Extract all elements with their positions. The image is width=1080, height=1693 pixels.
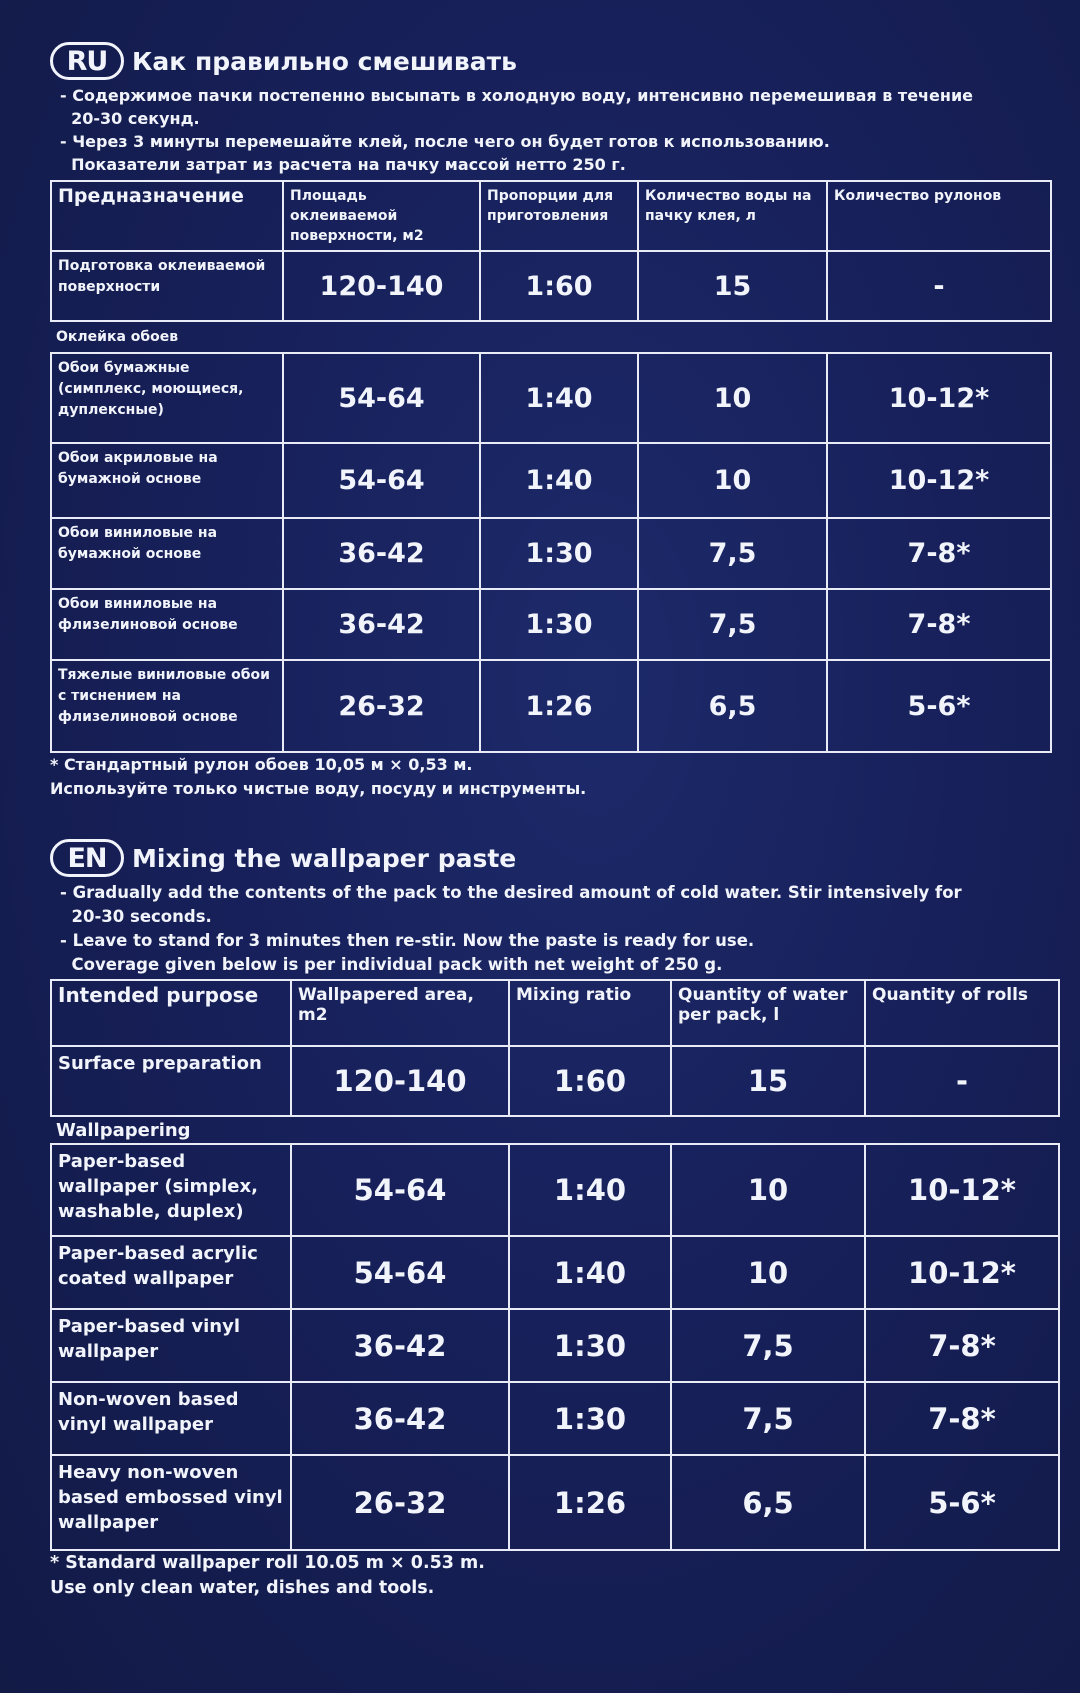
- row-rolls: 7-8*: [865, 1309, 1059, 1382]
- ru-usage-note: Используйте только чистые воду, посуду и инструменты.: [50, 779, 587, 798]
- row-water: 7,5: [638, 518, 827, 589]
- ru-footnote: * Стандартный рулон обоев 10,05 м × 0,53 м.: [50, 755, 473, 774]
- row-rolls: 7-8*: [865, 1382, 1059, 1455]
- header-ratio: Пропорции для приготовления: [480, 181, 638, 251]
- row-area: 36-42: [283, 589, 480, 660]
- row-water: 6,5: [671, 1455, 865, 1550]
- row-rolls: 10-12*: [827, 353, 1051, 443]
- header-rolls: Количество рулонов: [827, 181, 1051, 251]
- row-water: 6,5: [638, 660, 827, 752]
- row-ratio: 1:30: [480, 589, 638, 660]
- row-ratio: 1:26: [480, 660, 638, 752]
- row-area: 54-64: [283, 353, 480, 443]
- row-area: 26-32: [283, 660, 480, 752]
- row-water: 10: [638, 443, 827, 518]
- en-usage-note: Use only clean water, dishes and tools.: [50, 1578, 435, 1598]
- table-row: [51, 518, 1051, 589]
- header-purpose: Предназначение: [51, 181, 283, 251]
- row-ratio: 1:30: [509, 1382, 671, 1455]
- table-header-row: [51, 980, 1059, 1046]
- en-heading: Mixing the wallpaper paste: [132, 843, 517, 873]
- table-row: [51, 1309, 1059, 1382]
- row-ratio: 1:26: [509, 1455, 671, 1550]
- row-purpose: Тяжелые виниловые обои с тиснением на флизелиновой основе: [51, 660, 283, 752]
- ru-heading-row: [50, 38, 1060, 84]
- row-purpose: Обои виниловые на флизелиновой основе: [51, 589, 283, 660]
- row-purpose: Non-woven based vinyl wallpaper: [51, 1382, 291, 1455]
- table-row: [51, 1046, 1059, 1116]
- header-ratio: Mixing ratio: [509, 980, 671, 1046]
- row-water: 15: [638, 251, 827, 321]
- row-rolls: 10-12*: [865, 1144, 1059, 1236]
- row-water: 7,5: [671, 1382, 865, 1455]
- en-group-label: Wallpapering: [56, 1120, 191, 1141]
- row-area: 120-140: [283, 251, 480, 321]
- row-area: 36-42: [291, 1309, 509, 1382]
- table-row: [51, 353, 1051, 443]
- header-area: Площадь оклеиваемой поверхности, м2: [283, 181, 480, 251]
- en-heading-row: [50, 835, 1060, 881]
- ru-instruction-2: - Через 3 минуты перемешайте клей, после чего он будет готов к использованию. Показатели затрат из расчета на пачку массой нетто 250 г.: [60, 132, 830, 174]
- row-area: 26-32: [291, 1455, 509, 1550]
- row-rolls: -: [865, 1046, 1059, 1116]
- row-rolls: 10-12*: [827, 443, 1051, 518]
- ru-group-label: Оклейка обоев: [56, 329, 179, 345]
- header-rolls: Quantity of rolls: [865, 980, 1059, 1046]
- ru-heading: Как правильно смешивать: [132, 46, 517, 76]
- row-ratio: 1:40: [509, 1144, 671, 1236]
- en-section: [50, 835, 1060, 1601]
- row-ratio: 1:40: [509, 1236, 671, 1309]
- row-area: 54-64: [291, 1144, 509, 1236]
- en-instruction-2: - Leave to stand for 3 minutes then re-stir. Now the paste is ready for use. Coverage given below is per individual pack with net weight of 250 g.: [60, 931, 755, 974]
- row-water: 7,5: [638, 589, 827, 660]
- row-water: 10: [638, 353, 827, 443]
- row-rolls: 5-6*: [827, 660, 1051, 752]
- row-rolls: 5-6*: [865, 1455, 1059, 1550]
- row-purpose: Surface preparation: [51, 1046, 291, 1116]
- ru-language-badge: RU: [50, 42, 124, 80]
- ru-instruction-1: - Содержимое пачки постепенно высыпать в холодную воду, интенсивно перемешивая в течение 20-30 секунд.: [60, 86, 973, 128]
- table-row: [51, 1382, 1059, 1455]
- row-rolls: 10-12*: [865, 1236, 1059, 1309]
- row-purpose: Paper-based wallpaper (simplex, washable, duplex): [51, 1144, 291, 1236]
- row-rolls: 7-8*: [827, 518, 1051, 589]
- header-purpose: Intended purpose: [51, 980, 291, 1046]
- row-area: 36-42: [291, 1382, 509, 1455]
- row-purpose: Подготовка оклеиваемой поверхности: [51, 251, 283, 321]
- table-header-row: [51, 181, 1051, 251]
- table-row: [51, 1455, 1059, 1550]
- row-purpose: Paper-based acrylic coated wallpaper: [51, 1236, 291, 1309]
- en-language-badge: EN: [50, 839, 124, 877]
- row-area: 120-140: [291, 1046, 509, 1116]
- header-area: Wallpapered area, m2: [291, 980, 509, 1046]
- row-purpose: Обои акриловые на бумажной основе: [51, 443, 283, 518]
- row-purpose: Обои бумажные (симплекс, моющиеся, дуплексные): [51, 353, 283, 443]
- row-water: 10: [671, 1144, 865, 1236]
- en-table-body: [50, 1143, 1060, 1551]
- table-row: [51, 1236, 1059, 1309]
- row-rolls: 7-8*: [827, 589, 1051, 660]
- table-row: [51, 589, 1051, 660]
- row-ratio: 1:40: [480, 353, 638, 443]
- row-purpose: Paper-based vinyl wallpaper: [51, 1309, 291, 1382]
- table-row: [51, 1144, 1059, 1236]
- row-area: 54-64: [283, 443, 480, 518]
- row-water: 15: [671, 1046, 865, 1116]
- row-ratio: 1:30: [480, 518, 638, 589]
- row-area: 54-64: [291, 1236, 509, 1309]
- header-water: Quantity of water per pack, l: [671, 980, 865, 1046]
- row-ratio: 1:60: [480, 251, 638, 321]
- table-row: [51, 251, 1051, 321]
- row-purpose: Обои виниловые на бумажной основе: [51, 518, 283, 589]
- ru-table-body: [50, 352, 1052, 753]
- en-table-header: [50, 979, 1060, 1117]
- row-ratio: 1:60: [509, 1046, 671, 1116]
- header-water: Количество воды на пачку клея, л: [638, 181, 827, 251]
- table-row: [51, 443, 1051, 518]
- en-instruction-1: - Gradually add the contents of the pack to the desired amount of cold water. Stir intensively for 20-30 seconds.: [60, 883, 962, 926]
- row-ratio: 1:30: [509, 1309, 671, 1382]
- table-row: [51, 660, 1051, 752]
- ru-table-header: [50, 180, 1052, 322]
- row-ratio: 1:40: [480, 443, 638, 518]
- ru-section: [50, 38, 1060, 801]
- row-rolls: -: [827, 251, 1051, 321]
- row-water: 7,5: [671, 1309, 865, 1382]
- en-footnote: * Standard wallpaper roll 10.05 m × 0.53 m.: [50, 1553, 485, 1573]
- row-area: 36-42: [283, 518, 480, 589]
- row-water: 10: [671, 1236, 865, 1309]
- row-purpose: Heavy non-woven based embossed vinyl wallpaper: [51, 1455, 291, 1550]
